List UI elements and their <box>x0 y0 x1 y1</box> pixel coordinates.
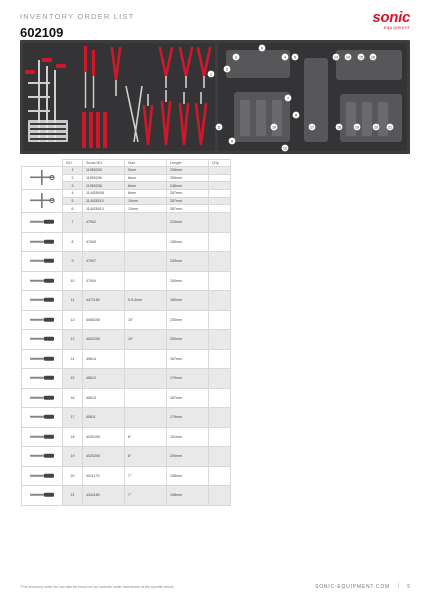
cell-qty[interactable] <box>209 205 231 213</box>
tool-thumbnail <box>22 369 63 389</box>
tool-thumbnail <box>22 213 63 233</box>
cell-length: 287mm <box>167 190 209 198</box>
table-row <box>22 190 231 198</box>
cell-sonic-no: 47904 <box>83 271 125 291</box>
cell-length: 246mm <box>167 182 209 190</box>
cell-qty[interactable] <box>209 213 231 233</box>
tool-icon <box>22 311 62 329</box>
cell-length: 198mm <box>167 486 209 506</box>
table-row <box>22 427 231 447</box>
column-header-length: Length <box>167 160 209 167</box>
cell-length: 191mm <box>167 427 209 447</box>
cell-no: 8 <box>63 232 83 252</box>
cell-sonic-no: 11950205 <box>83 167 125 175</box>
brand-subtitle: equipment <box>383 25 410 30</box>
product-code: 602109 <box>20 25 64 40</box>
cell-sonic-no: 4052250 <box>83 330 125 350</box>
cell-size: 10" <box>125 310 167 330</box>
tool-icon <box>22 350 62 368</box>
cell-no: 4 <box>63 190 83 198</box>
table-row <box>22 213 231 233</box>
tool-thumbnail <box>22 466 63 486</box>
callout-label: 16 <box>371 55 375 60</box>
table-row <box>22 466 231 486</box>
brand-name: sonic <box>372 9 410 26</box>
cell-sonic-no: 47902 <box>83 213 125 233</box>
cell-no: 19 <box>63 447 83 467</box>
cell-sonic-no: 4341180 <box>83 486 125 506</box>
tool-icon <box>22 467 62 485</box>
table-row <box>22 349 231 369</box>
tool-thumbnail <box>22 291 63 311</box>
tool-icon <box>22 369 62 387</box>
callout-label: 7 <box>287 96 289 101</box>
cell-sonic-no: 47905 <box>83 232 125 252</box>
cell-size: 10mm <box>125 197 167 205</box>
tool-tray-image <box>20 40 410 154</box>
callout-label: 4 <box>284 55 286 60</box>
cell-qty[interactable] <box>209 369 231 389</box>
cell-sonic-no: 11950206 <box>83 174 125 182</box>
cell-no: 11 <box>63 291 83 311</box>
callout-label: 17 <box>310 125 314 130</box>
table-row <box>22 330 231 350</box>
cell-size: 8" <box>125 427 167 447</box>
callout-label: 15 <box>359 55 363 60</box>
cell-size: 7" <box>125 466 167 486</box>
cell-size: 0.5-4mm <box>125 291 167 311</box>
cell-size: 7" <box>125 486 167 506</box>
table-row <box>22 408 231 428</box>
callout-label: 19 <box>355 125 359 130</box>
tool-thumbnail <box>22 447 63 467</box>
cell-length: 169mm <box>167 291 209 311</box>
cell-qty[interactable] <box>209 466 231 486</box>
cell-length: 250mm <box>167 330 209 350</box>
table-row <box>22 486 231 506</box>
cell-sonic-no: 11950208 <box>83 182 125 190</box>
cell-qty[interactable] <box>209 271 231 291</box>
table-row <box>22 310 231 330</box>
cell-size <box>125 213 167 233</box>
cell-size <box>125 408 167 428</box>
cell-qty[interactable] <box>209 349 231 369</box>
tool-icon <box>22 447 62 465</box>
cell-size <box>125 252 167 272</box>
cell-sonic-no: 4080250 <box>83 310 125 330</box>
callout-label: 14 <box>346 55 350 60</box>
cell-length: 287mm <box>167 197 209 205</box>
cell-no: 17 <box>63 408 83 428</box>
callout-label: 2 <box>226 67 228 72</box>
page-number: 5 <box>407 584 410 590</box>
cell-qty[interactable] <box>209 167 231 175</box>
callout-label: 10 <box>272 125 276 130</box>
tool-icon <box>22 233 62 251</box>
cell-size <box>125 349 167 369</box>
callout-label: 9 <box>231 139 233 144</box>
callout-label: 5 <box>294 55 296 60</box>
cell-sonic-no: 45612 <box>83 369 125 389</box>
table-row <box>22 291 231 311</box>
document-title: INVENTORY ORDER LIST <box>20 12 135 21</box>
cell-no: 16 <box>63 388 83 408</box>
cell-size: 6mm <box>125 174 167 182</box>
inventory-table <box>21 159 231 506</box>
cell-sonic-no: 4011175 <box>83 466 125 486</box>
cell-qty[interactable] <box>209 447 231 467</box>
table-row <box>22 252 231 272</box>
tool-tray-illustration <box>20 40 410 154</box>
cell-sonic-no: 114425008 <box>83 190 125 198</box>
cell-qty[interactable] <box>209 252 231 272</box>
callout-label: 13 <box>334 55 338 60</box>
tool-icon <box>22 389 62 407</box>
tool-icon <box>22 291 62 309</box>
cell-size: 10" <box>125 330 167 350</box>
table-row <box>22 369 231 389</box>
cell-sonic-no: 45613 <box>83 388 125 408</box>
cell-length: 240mm <box>167 271 209 291</box>
cell-qty[interactable] <box>209 310 231 330</box>
footer-separator: | <box>397 583 399 589</box>
cell-sonic-no: 45614 <box>83 349 125 369</box>
tool-thumbnail <box>22 252 63 272</box>
image-column-header <box>22 160 63 167</box>
footer-note: *The inventory order list can also be found on our website under downloads at the specific article. <box>20 585 175 589</box>
cell-no: 2 <box>63 174 83 182</box>
cell-no: 20 <box>63 466 83 486</box>
cell-sonic-no: 4030190 <box>83 427 125 447</box>
cell-size <box>125 271 167 291</box>
cell-no: 3 <box>63 182 83 190</box>
cell-qty[interactable] <box>209 232 231 252</box>
cell-size: 8" <box>125 447 167 467</box>
cell-sonic-no: 4025200 <box>83 447 125 467</box>
callout-label: 20 <box>374 125 378 130</box>
tool-icon <box>22 213 62 231</box>
cell-sonic-no: 114425013 <box>83 205 125 213</box>
tool-icon <box>22 190 62 211</box>
page-header <box>20 10 410 40</box>
tool-thumbnail <box>22 427 63 447</box>
cell-sonic-no: 114425010 <box>83 197 125 205</box>
cell-no: 9 <box>63 252 83 272</box>
cell-length: 206mm <box>167 174 209 182</box>
cell-no: 12 <box>63 310 83 330</box>
website-link[interactable]: SONIC-EQUIPMENT.COM <box>315 584 390 590</box>
tool-thumbnail <box>22 486 63 506</box>
tool-thumbnail <box>22 271 63 291</box>
cell-length: 230mm <box>167 310 209 330</box>
cell-qty[interactable] <box>209 427 231 447</box>
cell-length: 206mm <box>167 167 209 175</box>
tool-icon <box>22 428 62 446</box>
tool-thumbnail <box>22 310 63 330</box>
callout-label: 11 <box>217 125 221 130</box>
cell-size: 5mm <box>125 167 167 175</box>
page-footer <box>20 583 410 593</box>
cell-no: 13 <box>63 330 83 350</box>
cell-no: 1 <box>63 167 83 175</box>
cell-sonic-no: 47907 <box>83 252 125 272</box>
cell-qty[interactable] <box>209 486 231 506</box>
cell-sonic-no: 4471180 <box>83 291 125 311</box>
tool-thumbnail <box>22 388 63 408</box>
cell-no: 5 <box>63 197 83 205</box>
cell-length: 239mm <box>167 252 209 272</box>
cell-length: 155mm <box>167 232 209 252</box>
tool-thumbnail <box>22 408 63 428</box>
cell-qty[interactable] <box>209 291 231 311</box>
tool-icon <box>22 408 62 426</box>
cell-qty[interactable] <box>209 197 231 205</box>
cell-no: 6 <box>63 205 83 213</box>
tool-icon <box>22 167 62 188</box>
table-header-row <box>22 160 231 167</box>
column-header-size: Size <box>125 160 167 167</box>
cell-length: 167mm <box>167 349 209 369</box>
cell-no: 21 <box>63 486 83 506</box>
column-header-qty: Q'ty <box>209 160 231 167</box>
column-header-sonic-no: Sonic NO <box>83 160 125 167</box>
cell-no: 15 <box>63 369 83 389</box>
cell-size: 8mm <box>125 182 167 190</box>
cell-size: 8mm <box>125 190 167 198</box>
column-header-no: NO <box>63 160 83 167</box>
cell-qty[interactable] <box>209 182 231 190</box>
table-row <box>22 447 231 467</box>
cell-no: 10 <box>63 271 83 291</box>
cell-length: 224mm <box>167 213 209 233</box>
cell-no: 18 <box>63 427 83 447</box>
tool-thumbnail <box>22 190 63 213</box>
callout-label: 18 <box>337 125 341 130</box>
callout-label: 21 <box>388 125 392 130</box>
callout-label: 1 <box>210 72 212 77</box>
cell-size <box>125 369 167 389</box>
cell-qty[interactable] <box>209 388 231 408</box>
table-row <box>22 232 231 252</box>
cell-length: 179mm <box>167 408 209 428</box>
sonic-logo <box>352 10 410 34</box>
callout-label: 8 <box>295 113 297 118</box>
tool-thumbnail <box>22 167 63 190</box>
cell-no: 14 <box>63 349 83 369</box>
tool-icon <box>22 330 62 348</box>
cell-sonic-no: 45611 <box>83 408 125 428</box>
tool-icon <box>22 252 62 270</box>
tool-icon <box>22 486 62 504</box>
table-row <box>22 167 231 175</box>
tool-thumbnail <box>22 232 63 252</box>
cell-size <box>125 388 167 408</box>
cell-qty[interactable] <box>209 408 231 428</box>
callout-label: 6 <box>261 46 263 51</box>
tool-thumbnail <box>22 349 63 369</box>
callout-label: 12 <box>283 146 287 151</box>
cell-no: 7 <box>63 213 83 233</box>
cell-length: 198mm <box>167 466 209 486</box>
cell-length: 200mm <box>167 447 209 467</box>
cell-qty[interactable] <box>209 190 231 198</box>
tool-thumbnail <box>22 330 63 350</box>
cell-qty[interactable] <box>209 330 231 350</box>
tool-icon <box>22 272 62 290</box>
cell-size: 13mm <box>125 205 167 213</box>
cell-size <box>125 232 167 252</box>
cell-length: 167mm <box>167 388 209 408</box>
cell-qty[interactable] <box>209 174 231 182</box>
table-row <box>22 388 231 408</box>
cell-length: 287mm <box>167 205 209 213</box>
table-row <box>22 271 231 291</box>
callout-label: 3 <box>235 55 237 60</box>
cell-length: 179mm <box>167 369 209 389</box>
